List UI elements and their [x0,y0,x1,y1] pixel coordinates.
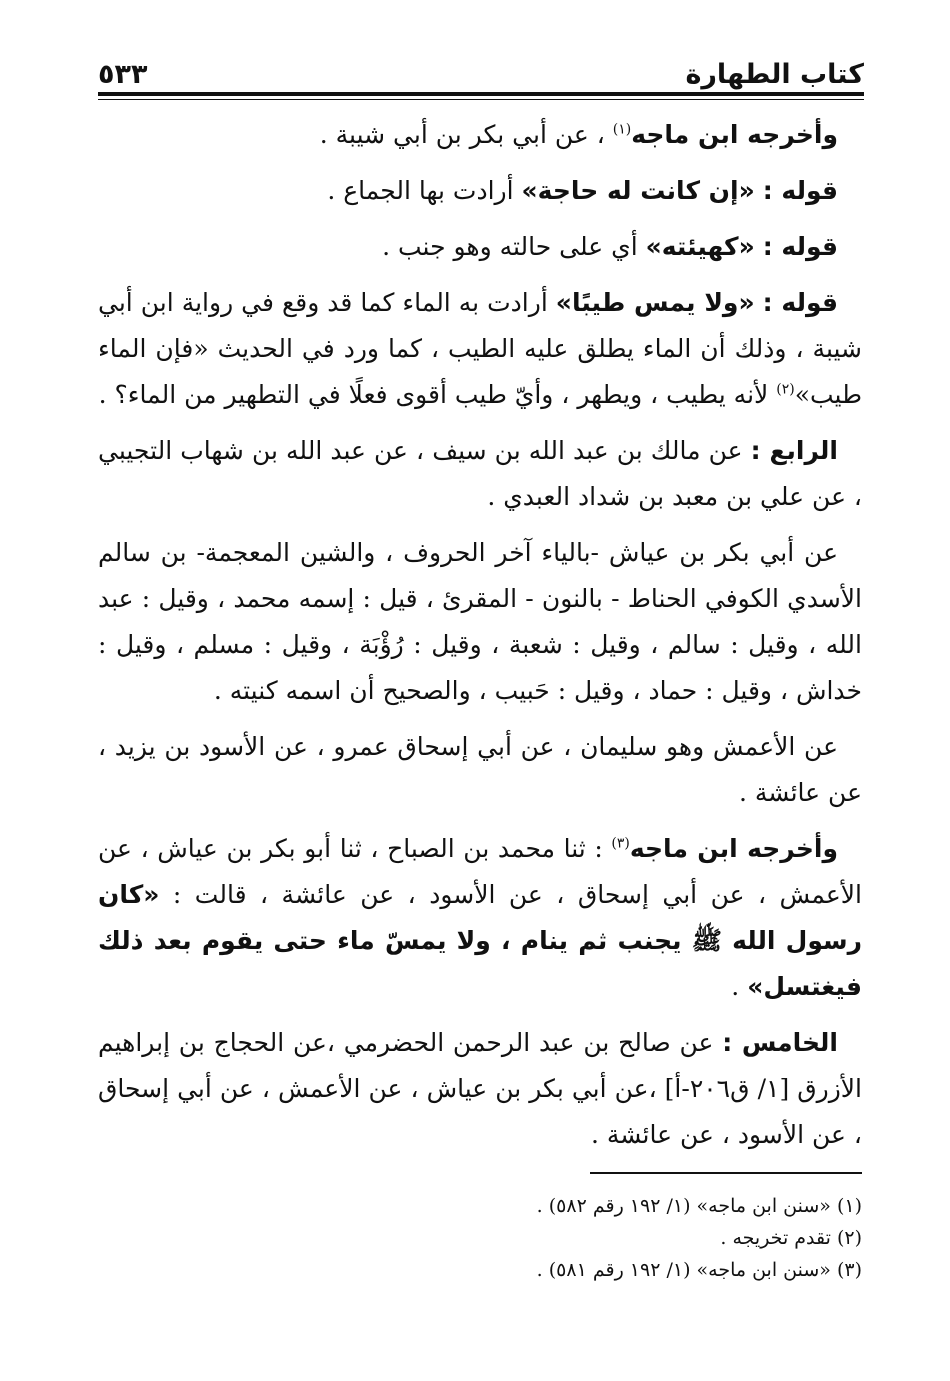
paragraph-lead: وأخرجه ابن ماجه [629,834,838,863]
paragraph-text: ، عن أبي بكر بن أبي شيبة . [319,120,605,149]
paragraph-lead: قوله : [762,176,838,205]
quoted-phrase: «كهيئته» [645,232,755,261]
quoted-phrase: «إن كانت له حاجة» [521,176,755,205]
paragraph-9 [98,1020,862,1158]
paragraph-lead: الخامس : [722,1028,838,1057]
paragraph-text: عن مالك بن عبد الله بن سيف ، عن عبد الله بن شهاب التجيبي ، عن علي بن معبد بن شداد العبدي . [98,436,862,511]
paragraph-1 [98,112,862,158]
paragraph-text: أي على حالته وهو جنب . [382,232,638,261]
paragraph-text-continued: . [731,972,740,1001]
footnotes [98,1190,862,1286]
page-body [98,112,862,1168]
paragraph-8 [98,826,862,1010]
quoted-phrase: «ولا يمس طيبًا» [555,288,755,317]
hadith-quote: «كان رسول الله ﷺ يجنب ثم ينام ، ولا يمسّ ماء حتى يقوم بعد ذلك فيغتسل» [98,880,862,1001]
page-number: ٥٣٣ [98,59,148,90]
paragraph-lead: قوله : [762,232,838,261]
footnote-3: (٣) «سنن ابن ماجه» (١/ ١٩٢ رقم ٥٨١) . [536,1259,862,1281]
paragraph-lead: الرابع : [750,436,839,465]
paragraph-3 [98,224,862,270]
paragraph-text: عن أبي بكر بن عياش -بالياء آخر الحروف ، والشين المعجمة- بن سالم الأسدي الكوفي الحناط - بالنون - المقرئ ، قيل : إسمه محمد ، وقيل : عبد الله ، وقيل : سالم ، وقيل : شعبة ، وقيل : رُؤْبَة ، وقيل : مسلم ، وقيل : خداش ، وقيل : حماد ، وقيل : حَبيب ، والصحيح أن اسمه كنيته . [98,538,862,705]
footnote-ref: (٢) [776,381,795,398]
paragraph-text: أرادت به الماء كما قد وقع في رواية ابن أبي شيبة ، وذلك أن الماء يطلق عليه الطيب ، كما ورد في الحديث «فإن الماء طيب» [98,288,862,409]
page-header [98,40,864,88]
paragraph-text: أرادت بها الجماع . [327,176,514,205]
paragraph-lead: وأخرجه ابن ماجه [631,120,838,149]
paragraph-6 [98,530,862,714]
paragraph-lead: قوله : [762,288,838,317]
footnote-1: (١) «سنن ابن ماجه» (١/ ١٩٢ رقم ٥٨٢) . [536,1195,862,1217]
paragraph-5 [98,428,862,520]
footnote-divider [590,1172,862,1174]
paragraph-text-continued: لأنه يطيب ، ويطهر ، وأيّ طيب أقوى فعلًا في التطهير من الماء؟ . [98,380,769,409]
paragraph-2 [98,168,862,214]
book-title: كتاب الطهارة [685,59,864,90]
paragraph-text: : ثنا محمد بن الصباح ، ثنا أبو بكر بن عياش ، عن الأعمش ، عن أبي إسحاق ، عن الأسود ، عن عائشة ، قالت : [98,834,862,909]
paragraph-4 [98,280,862,418]
header-divider [98,92,864,96]
paragraph-text: عن الأعمش وهو سليمان ، عن أبي إسحاق عمرو ، عن الأسود بن يزيد ، عن عائشة . [98,732,862,807]
paragraph-text: عن صالح بن عبد الرحمن الحضرمي ،عن الحجاج بن إبراهيم الأزرق [١/ ق٢٠٦-أ] ،عن أبي بكر بن عياش ، عن الأعمش ، عن أبي إسحاق ، عن الأسود ، عن عائشة . [98,1028,862,1149]
header-divider-thin [98,99,864,100]
footnote-2: (٢) تقدم تخريجه . [720,1227,862,1249]
footnote-ref: (٣) [611,835,630,852]
paragraph-7 [98,724,862,816]
footnote-ref: (١) [612,121,632,138]
